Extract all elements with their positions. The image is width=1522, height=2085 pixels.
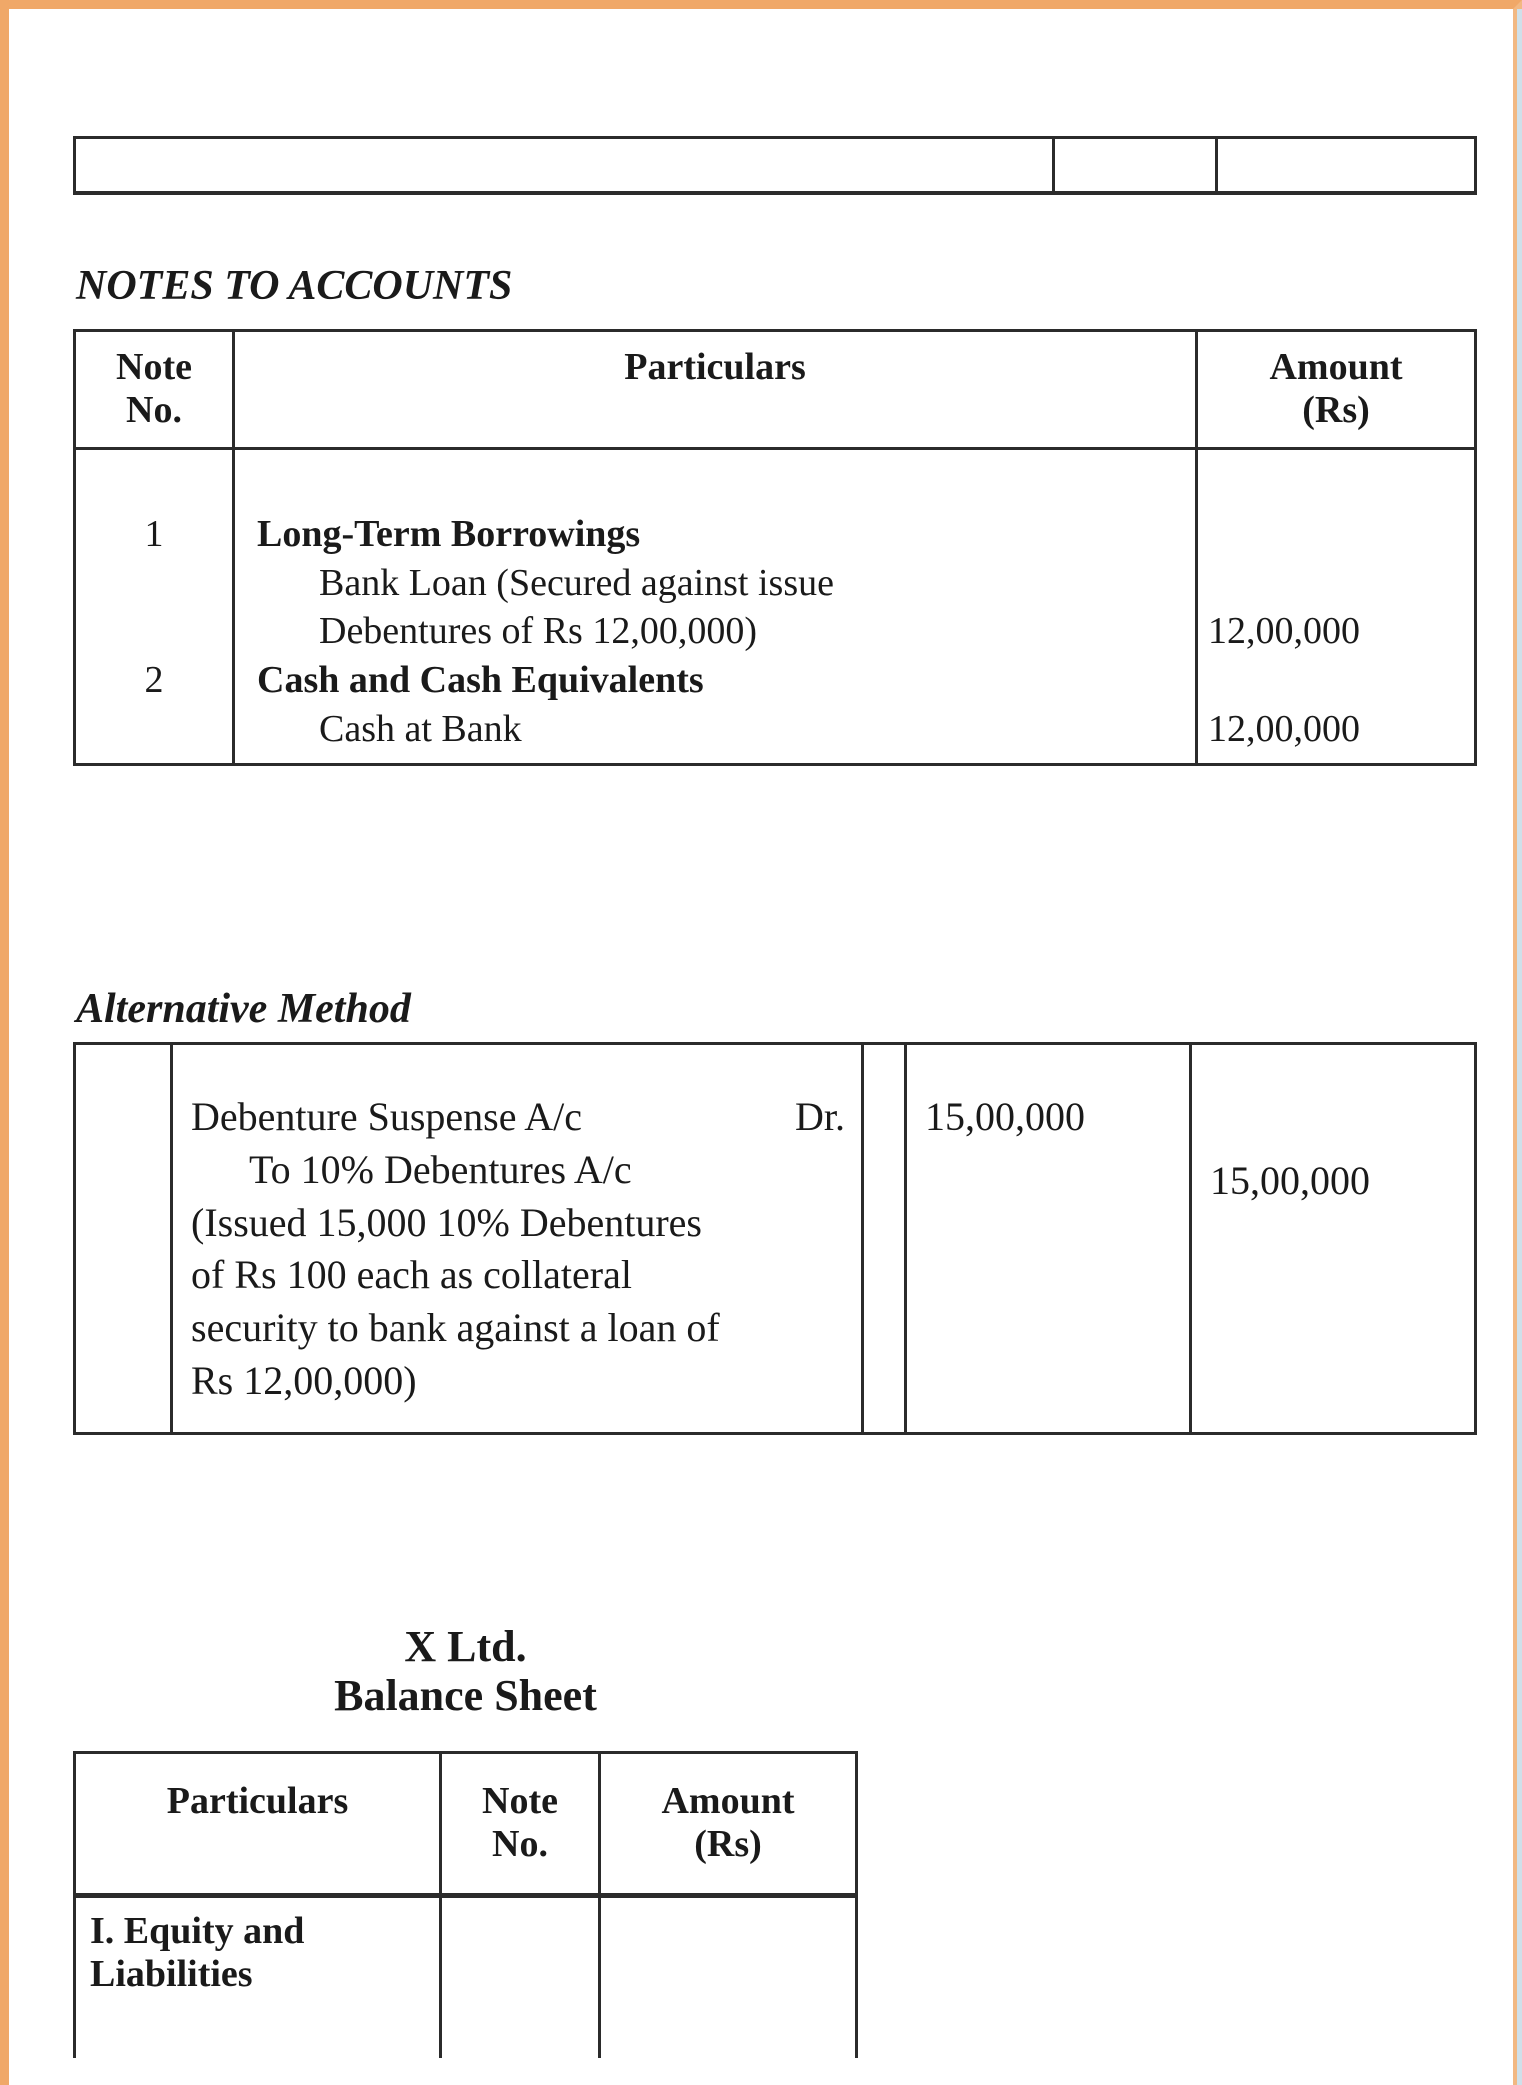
column-header-particulars: Particulars	[234, 331, 1197, 449]
bs-column-header-amount	[600, 1753, 857, 1896]
bs-row-particulars	[75, 1895, 441, 2058]
journal-narration-line-1: (Issued 15,000 10% Debentures	[191, 1199, 702, 1245]
note-2-detail-line1: Cash at Bank	[319, 707, 522, 750]
journal-narration-line-3: security to bank against a loan of	[191, 1305, 720, 1351]
table-fragment-top	[73, 136, 1477, 195]
journal-narration-line-2: of Rs 100 each as collateral	[191, 1252, 632, 1298]
balance-sheet-title-block	[73, 1622, 858, 1721]
note-no-value-1: 1	[144, 513, 164, 556]
table-row	[75, 1044, 1476, 1434]
journal-particulars-cell	[172, 1044, 863, 1434]
bs-row-amount	[600, 1895, 857, 2058]
journal-credit-account: To 10% Debentures A/c	[249, 1146, 632, 1192]
fragment-cell-amount	[1217, 138, 1476, 194]
amount-header-line1: Amount	[1269, 346, 1403, 388]
bs-row-note-no	[441, 1895, 600, 2058]
notes-to-accounts-table-wrapper	[73, 329, 1477, 766]
note-1-title: Long-Term Borrowings	[257, 513, 641, 556]
column-header-note-no	[75, 331, 234, 449]
notes-to-accounts-heading: NOTES TO ACCOUNTS	[76, 263, 513, 309]
column-header-amount	[1197, 331, 1476, 449]
balance-sheet-table-wrapper	[73, 1751, 858, 2058]
table-row	[75, 1895, 857, 2058]
bs-amount-header-line1: Amount	[661, 1780, 795, 1822]
bs-note-header-line1: Note	[482, 1780, 558, 1822]
note-2-amount: 12,00,000	[1208, 707, 1360, 750]
fragment-table	[73, 136, 1477, 195]
table-row	[75, 138, 1476, 194]
notes-particulars-column	[234, 449, 1197, 765]
table-row	[75, 449, 1476, 765]
bs-amount-header-line2: (Rs)	[694, 1823, 762, 1866]
fragment-cell-note	[1054, 138, 1217, 194]
bs-column-header-particulars: Particulars	[75, 1753, 441, 1896]
journal-entry-table	[73, 1042, 1477, 1435]
journal-ledger-folio-cell	[863, 1044, 906, 1434]
journal-debit-amount-cell: 15,00,000	[906, 1044, 1191, 1434]
alternative-method-table-wrapper	[73, 1042, 1477, 1435]
note-2-title: Cash and Cash Equivalents	[257, 658, 704, 701]
bs-column-header-note-no	[441, 1753, 600, 1896]
note-1-detail-line1: Bank Loan (Secured against issue	[319, 561, 834, 604]
table-header-row	[75, 331, 1476, 449]
notes-to-accounts-table	[73, 329, 1477, 766]
journal-date-cell	[75, 1044, 172, 1434]
note-no-header-line1: Note	[116, 346, 192, 388]
balance-sheet-title: Balance Sheet	[334, 1671, 597, 1721]
balance-sheet-table	[73, 1751, 858, 2058]
journal-dr-tag: Dr.	[795, 1094, 845, 1139]
notes-amount-column	[1197, 449, 1476, 765]
alternative-method-heading: Alternative Method	[76, 986, 411, 1032]
journal-narration-line-4: Rs 12,00,000)	[191, 1357, 417, 1403]
journal-debit-line	[191, 1091, 855, 1144]
journal-debit-account: Debenture Suspense A/c	[191, 1094, 583, 1139]
note-1-amount: 12,00,000	[1208, 610, 1360, 653]
amount-header-line2: (Rs)	[1302, 388, 1370, 431]
fragment-cell-particulars	[75, 138, 1054, 194]
bs-note-header-line2: No.	[492, 1823, 548, 1866]
bs-row-particulars-line1: I. Equity and	[90, 1909, 305, 1952]
note-1-detail-line2: Debentures of Rs 12,00,000)	[319, 610, 757, 653]
note-no-header-line2: No.	[126, 388, 182, 431]
bs-row-particulars-line2: Liabilities	[90, 1952, 253, 1995]
balance-sheet-company-name: X Ltd.	[404, 1622, 527, 1671]
notes-note-no-column	[75, 449, 234, 765]
table-header-row	[75, 1753, 857, 1896]
note-no-value-2: 2	[144, 658, 164, 701]
journal-credit-amount-cell: 15,00,000	[1191, 1044, 1476, 1434]
